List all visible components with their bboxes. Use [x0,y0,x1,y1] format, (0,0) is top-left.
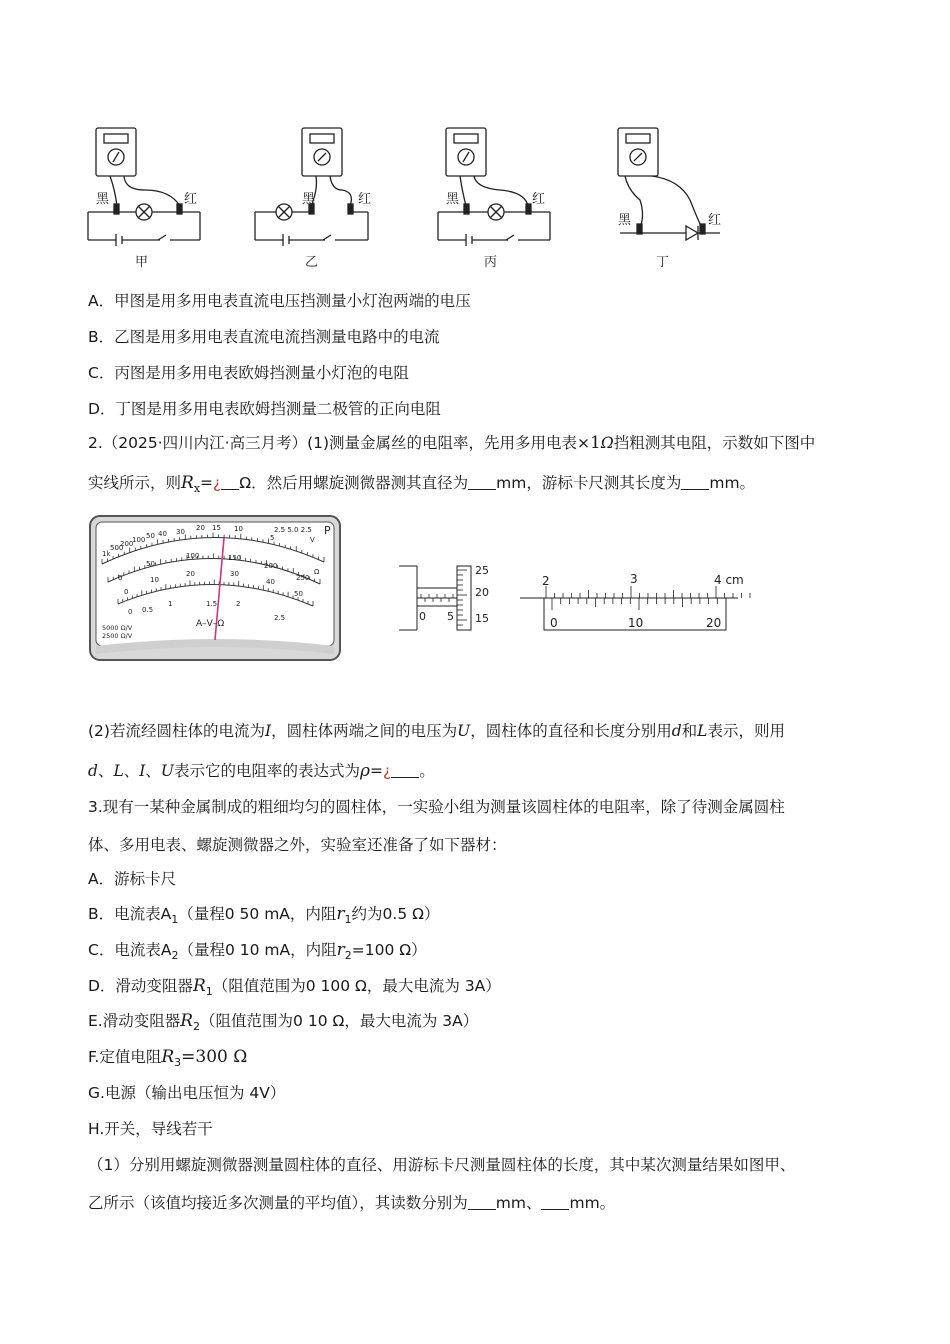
q1-option-a: A．甲图是用多用电表直流电压挡测量小灯泡两端的电压 [88,292,471,310]
micro-15: 15 [475,612,489,625]
caption-bing: 丙 [484,255,498,270]
q1-option-b: B．乙图是用多用电表直流电流挡测量电路中的电流 [88,328,440,346]
answer-blank-micrometer[interactable] [468,1193,496,1210]
caption-yi: 乙 [305,255,319,270]
micrometer-ticks [421,570,467,630]
meter-omega-mark: Ω [314,568,320,576]
meter-center-label: A–V–Ω [196,619,225,629]
q3-sub1-line2: 乙所示（该值均接近多次测量的平均值），其读数分别为 mm、 mm。 [88,1194,616,1212]
ohm-40: 40 [158,530,167,538]
vernier-caliper [516,572,752,634]
ac-05: 0.5 [142,606,154,614]
ohm-200: 200 [120,540,134,548]
dc-100: 100 [186,552,200,560]
dc2-50: 50 [294,590,303,598]
caption-ding: 丁 [656,255,670,270]
meter-p-mark: P [324,524,331,537]
ac-15: 1.5 [206,600,218,608]
q2-line1: 2.（2025·四川内江·高三月考）(1)测量金属丝的电阻率，先用多用电表×1Ω挡粗测其电阻，示数如下图中 [88,433,816,453]
q3-option-g: G.电源（输出电压恒为 4V） [88,1084,286,1102]
label-black-jia: 黑 [96,192,110,207]
ohm-500: 500 [110,544,124,552]
ohm-10: 10 [234,525,243,533]
q2-line2: 实线所示，则$R_x=¿$ Ω．然后用螺旋测微器测其直径为 mm，游标卡尺测其长度为 mm。 [88,473,756,496]
dc2-0: 0 [124,588,129,596]
q3-option-c: C．电流表$A_2$（量程0 10 mA，内阻$r_2=100$ Ω） [88,940,427,963]
label-black-ding: 黑 [618,213,632,228]
dc2-40: 40 [266,578,275,586]
ohm-1k: 1k [102,550,111,558]
label-red-jia: 红 [184,192,198,207]
circuit-bing [438,128,550,246]
meter-top-right: 2.5 5.0 2.5 [274,526,312,534]
meter-bottom-left2: 2500 Ω/V [102,632,133,640]
caliper-vernier-20: 20 [706,616,722,630]
q2-line4: d、L、I、U表示它的电阻率的表达式为ρ=¿ 。 [88,761,435,781]
q3-intro1: 3.现有一某种金属制成的粗细均匀的圆柱体，一实验小组为测量该圆柱体的电阻率，除了待测金属圆柱 [88,798,785,816]
ac-25: 2.5 [274,614,286,622]
label-red-ding: 红 [708,213,722,228]
dc2-20: 20 [186,570,195,578]
caliper-vernier-0: 0 [550,616,558,630]
circuit-jia [88,128,200,246]
label-red-bing: 红 [532,192,546,207]
ohm-5: 5 [270,534,275,542]
ac-1: 1 [168,600,173,608]
dc-250: 250 [296,574,310,582]
q3-option-a: A．游标卡尺 [88,870,177,888]
ohm-15: 15 [212,524,221,532]
dc-150: 150 [228,554,242,562]
q3-option-b: B．电流表$A_1$（量程0 50 mA，内阻$r_1$约为0.5 Ω） [88,904,440,927]
label-red-yi: 红 [358,192,372,207]
micro-25: 25 [475,564,489,577]
q3-option-d: D．滑动变阻器$R_1$（阻值范围为0 100 Ω，最大电流为 3A） [88,976,501,999]
micro-sleeve-5: 5 [447,610,454,623]
q3-sub1-line1: （1）分别用螺旋测微器测量圆柱体的直径、用游标卡尺测量圆柱体的长度，其中某次测量结果如图甲、 [88,1156,796,1174]
circuit-yi [255,128,368,246]
meter-bottom-left1: 5000 Ω/V [102,624,133,632]
q3-option-e: E.滑动变阻器$R_2$（阻值范围为0 10 Ω，最大电流为 3A） [88,1011,479,1034]
micrometer [395,562,505,634]
caliper-vernier-10: 10 [628,616,644,630]
dc-200: 200 [264,562,278,570]
circuit-figures [80,120,740,280]
answer-blank-diameter[interactable] [468,473,496,490]
label-black-bing: 黑 [446,192,460,207]
ohm-100: 100 [132,536,146,544]
dc-50: 50 [146,560,155,568]
ac-2: 2 [236,600,241,608]
ac-0: 0 [128,608,133,616]
q1-option-d: D．丁图是用多用电表欧姆挡测量二极管的正向电阻 [88,400,441,418]
q1-option-c: C．丙图是用多用电表欧姆挡测量小灯泡的电阻 [88,364,409,382]
caliper-main-4cm: 4 cm [714,573,744,587]
label-black-yi: 黑 [302,192,316,207]
q3-intro2: 体、多用电表、螺旋测微器之外，实验室还准备了如下器材： [88,836,507,854]
multimeter-dial [88,514,343,662]
caliper-main-3: 3 [630,572,638,586]
q2-line3: (2)若流经圆柱体的电流为I，圆柱体两端之间的电压为U，圆柱体的直径和长度分别用d和L表示，则用 [88,722,785,740]
answer-blank-length[interactable] [681,473,709,490]
q3-option-h: H.开关，导线若干 [88,1120,213,1138]
answer-blank-resistivity[interactable] [391,761,419,778]
answer-blank-caliper[interactable] [541,1193,569,1210]
micro-sleeve-0: 0 [419,610,426,623]
ohm-20: 20 [196,524,205,532]
caliper-main-2: 2 [542,574,550,588]
q3-option-f: F.定值电阻$R_3=300$ Ω [88,1047,248,1070]
dc-0: 0 [118,574,123,582]
meter-v-mark: V [310,536,315,544]
dc2-30: 30 [230,570,239,578]
answer-blank-resistance[interactable] [221,473,239,490]
caption-jia: 甲 [135,255,149,270]
circuit-ding [618,128,720,240]
dc2-10: 10 [150,576,159,584]
ohm-50: 50 [146,532,155,540]
ohm-30: 30 [176,528,185,536]
micro-20: 20 [475,586,489,599]
